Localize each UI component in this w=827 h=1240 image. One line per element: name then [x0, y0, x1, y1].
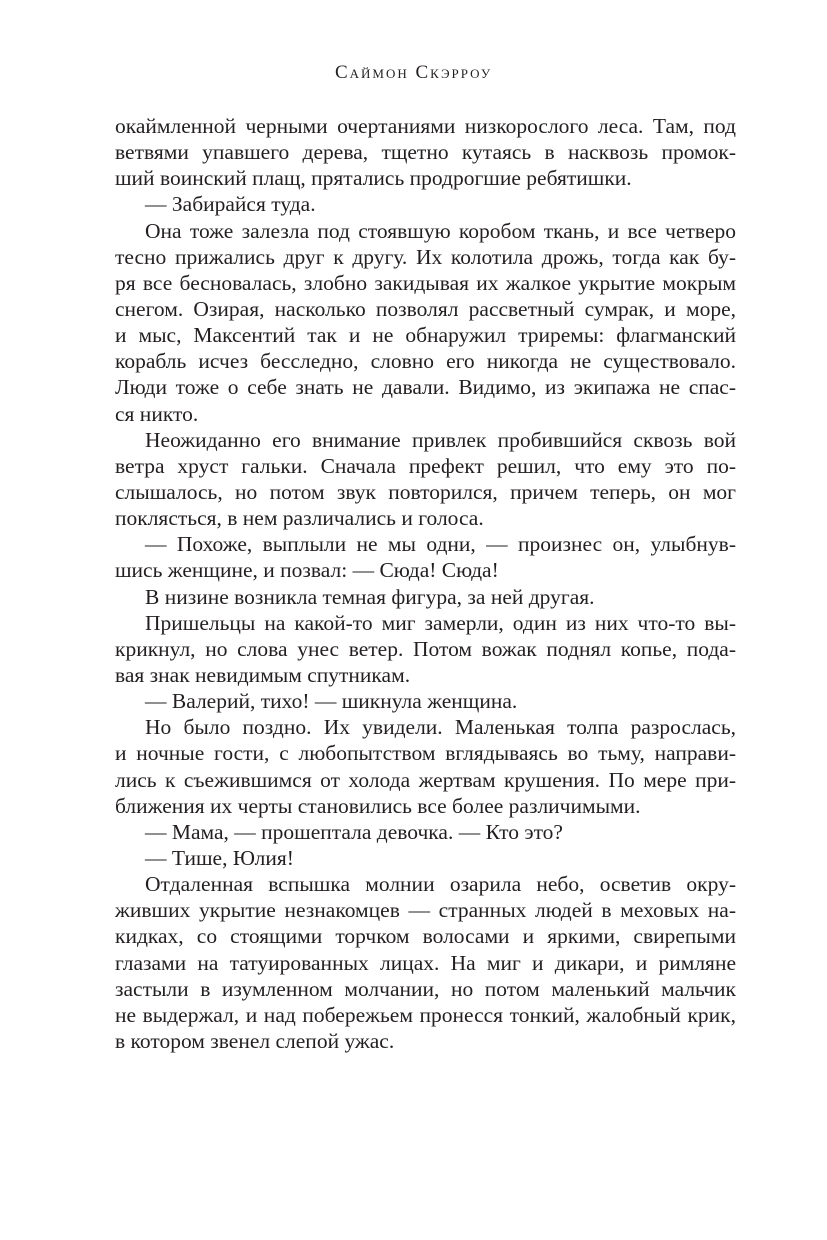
- text-line: крикнул, но слова унес ветер. Потом вожак поднял копье, пода-: [115, 636, 736, 661]
- text-line: Она тоже залезла под стоявшую коробом ткань, и все четверо: [145, 218, 736, 243]
- text-line: Но было поздно. Их увидели. Маленькая толпа разрослась,: [145, 715, 736, 740]
- text-line: корабль исчез бесследно, словно его никогда не существовало.: [115, 349, 736, 374]
- text-line: ветвями упавшего дерева, тщетно кутаясь в насквозь промок-: [115, 140, 736, 165]
- text-line: В низине возникла темная фигура, за ней другая.: [145, 584, 595, 609]
- text-line: вая знак невидимым спутникам.: [115, 662, 411, 687]
- text-line: ветра хруст гальки. Сначала префект решил, что ему это по-: [115, 453, 736, 478]
- text-line: Пришельцы на какой-то миг замерли, один из них что-то вы-: [145, 610, 736, 635]
- text-line: шись женщине, и позвал: — Сюда! Сюда!: [115, 558, 499, 583]
- text-line: лись к съежившимся от холода жертвам крушения. По мере при-: [115, 767, 736, 792]
- text-line: ря все бесновалась, злобно закидывая их жалкое укрытие мокрым: [115, 270, 736, 295]
- text-line: глазами на татуированных лицах. На миг и дикари, и римляне: [115, 950, 736, 975]
- text-line: окаймленной черными очертаниями низкорослого леса. Там, под: [115, 114, 736, 138]
- running-head-author: Саймон Скэрроу: [334, 62, 493, 83]
- text-line: — Мама, — прошептала девочка. — Кто это?: [145, 819, 563, 844]
- text-line: кидках, со стоящими торчком волосами и яркими, свирепыми: [115, 924, 736, 949]
- text-line: тесно прижались друг к другу. Их колотила дрожь, тогда как бу-: [115, 244, 736, 269]
- text-line: поклясться, в нем различались и голоса.: [115, 506, 484, 531]
- text-line: ближения их черты становились все более различимыми.: [115, 793, 641, 818]
- text-line: — Забирайся туда.: [145, 192, 316, 217]
- text-line: — Похоже, выплыли не мы одни, — произнес он, улыбнув-: [145, 532, 736, 557]
- text-line: застыли в изумленном молчании, но потом маленький мальчик: [115, 976, 736, 1001]
- text-line: Люди тоже о себе знать не давали. Видимо, из экипажа не спас-: [115, 375, 736, 400]
- text-line: слышалось, но потом звук повторился, причем теперь, он мог: [115, 479, 736, 504]
- text-line: живших укрытие незнакомцев — странных людей в меховых на-: [115, 898, 736, 923]
- text-line: не выдержал, и над побережьем пронесся тонкий, жалобный крик,: [115, 1002, 736, 1027]
- text-line: Отдаленная вспышка молнии озарила небо, осветив окру-: [145, 872, 736, 897]
- text-line: в котором звенел слепой ужас.: [115, 1028, 395, 1053]
- text-line: снегом. Озирая, насколько позволял рассветный сумрак, и море,: [115, 296, 736, 321]
- text-line: и мыс, Максентий так и не обнаружил триремы: флагманский: [115, 323, 736, 348]
- text-line: — Валерий, тихо! — шикнула женщина.: [145, 689, 518, 714]
- text-line: Неожиданно его внимание привлек пробившийся сквозь вой: [145, 427, 736, 452]
- text-line: ший воинский плащ, прятались продрогшие ребятишки.: [115, 166, 632, 191]
- text-line: ся никто.: [115, 401, 199, 426]
- body-text: [115, 113, 736, 1054]
- text-line: и ночные гости, с любопытством вглядываясь во тьму, направи-: [115, 741, 736, 766]
- text-line: — Тише, Юлия!: [145, 845, 294, 870]
